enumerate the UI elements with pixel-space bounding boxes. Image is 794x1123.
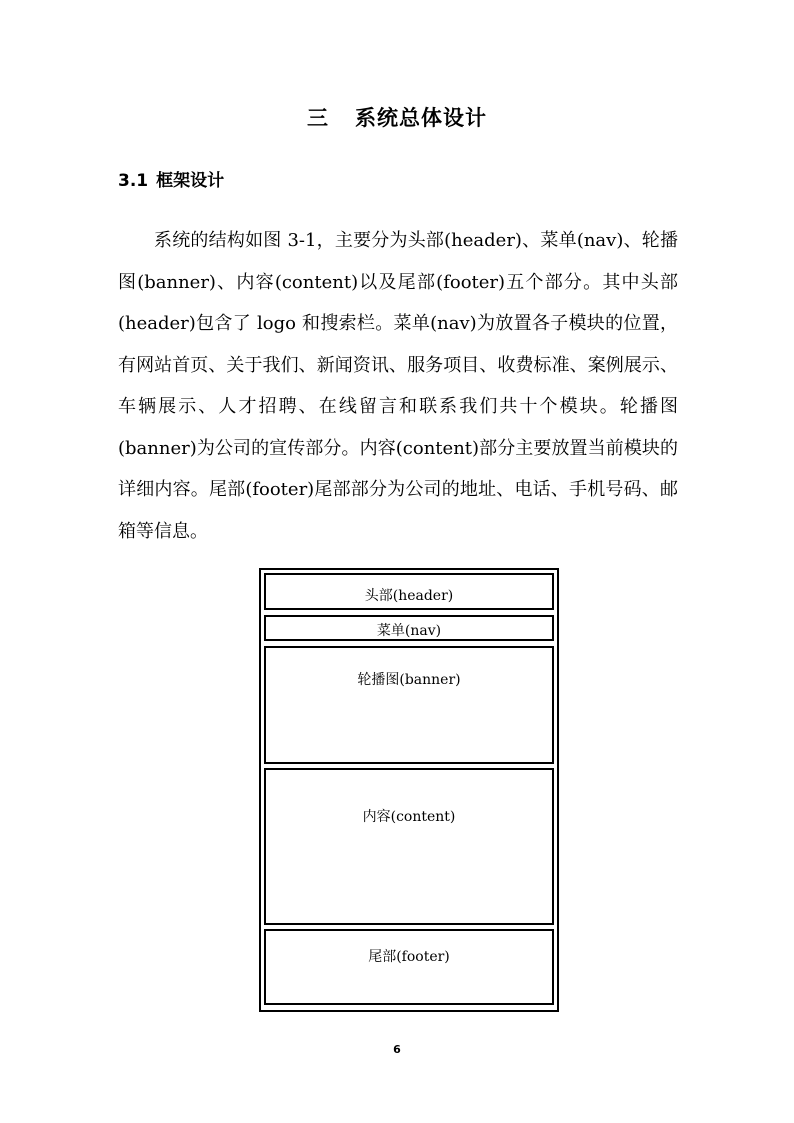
section-number: 3.1 <box>118 171 149 191</box>
diagram-header-box <box>264 573 554 610</box>
section-title <box>118 166 224 191</box>
diagram-content-label: 内容(content) <box>362 809 456 825</box>
diagram-banner-box <box>264 646 554 764</box>
diagram-footer-label: 尾部(footer) <box>368 949 450 965</box>
diagram-content-box <box>264 768 554 925</box>
layout-diagram <box>259 568 559 1012</box>
section-title-text: 框架设计 <box>156 171 225 191</box>
body-paragraph: 系统的结构如图 3-1，主要分为头部(header)、菜单(nav)、轮播图(banner)、内容(content)以及尾部(footer)五个部分。其中头部(header)包含了 logo 和搜索栏。菜单(nav)为放置各子模块的位置，有网站首页、关于我们、新闻资讯、服务项目、收费标准、案例展示、车辆展示、人才招聘、在线留言和联系我们共十个模块。轮播图(banner)为公司的宣传部分。内容(content)部分主要放置当前模块的详细内容。尾部(footer)尾部部分为公司的地址、电话、手机号码、邮箱等信息。 <box>118 230 678 542</box>
diagram-header-label: 头部(header) <box>364 588 454 604</box>
diagram-nav-box <box>264 615 554 641</box>
chapter-number: 三 <box>307 106 329 130</box>
diagram-banner-label: 轮播图(banner) <box>357 672 461 688</box>
diagram-footer-box <box>264 929 554 1005</box>
chapter-title-text: 系统总体设计 <box>355 106 487 130</box>
page-number: 6 <box>393 1043 401 1056</box>
diagram-nav-label: 菜单(nav) <box>376 623 442 639</box>
chapter-title <box>0 102 794 132</box>
